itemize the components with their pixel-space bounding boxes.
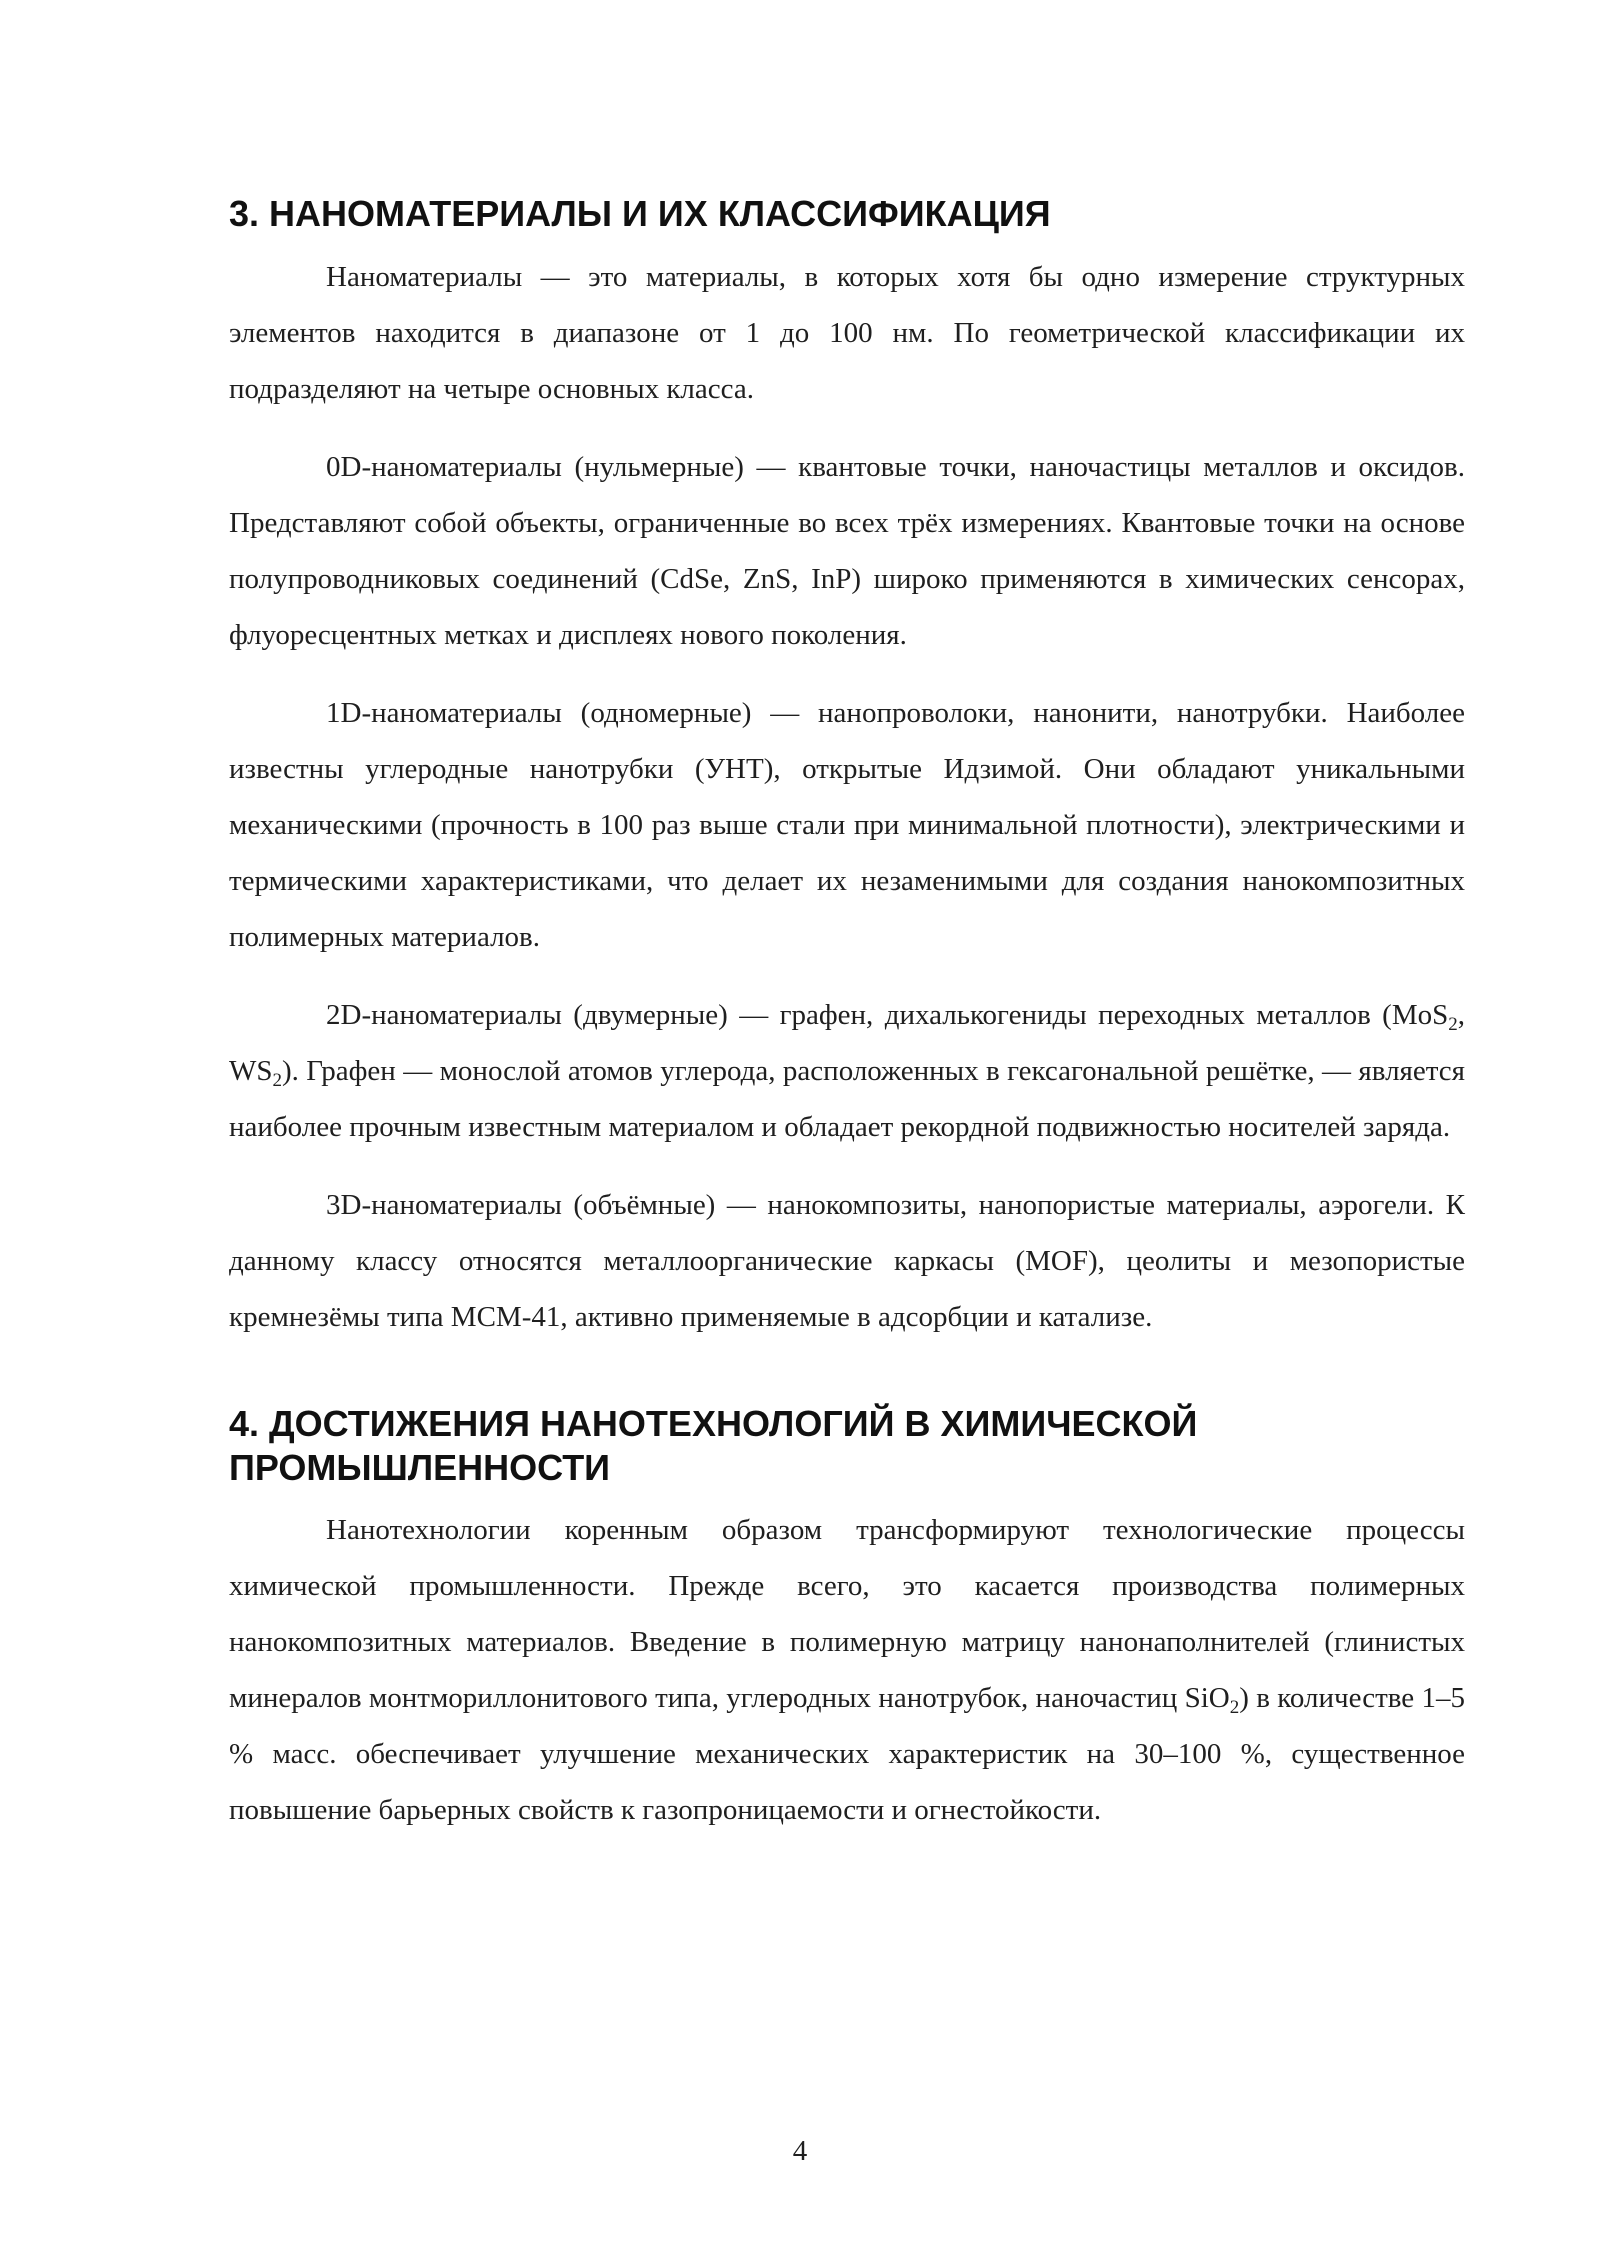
section-heading-3: 3. НАНОМАТЕРИАЛЫ И ИХ КЛАССИФИКАЦИЯ	[229, 193, 1051, 234]
paragraph-industry-text-part: ) в количестве 1–5 % масс. обеспечивает улучшение механических характеристик на 30–100 %, существенное повышение барьерных свойств к газопроницаемости и огнестойкости.	[229, 1682, 1465, 1826]
page-number: 4	[792, 2135, 808, 2167]
subscript-2: 2	[1448, 1014, 1458, 1035]
paragraph-3d-nanomaterials: 3D-наноматериалы (объёмные) — нанокомпозиты, нанопористые материалы, аэрогели. К данному классу относятся металлоорганические каркасы (MOF), цеолиты и мезопористые кремнезёмы типа MCM-41, активно применяемые в адсорбции и катализе.	[229, 1189, 1465, 1333]
paragraph-2d-text-part: ). Графен — монослой атомов углерода, расположенных в гексагональной решётке, — является наиболее прочным известным материалом и обладает рекордной подвижностью носителей заряда.	[229, 1055, 1465, 1143]
paragraph-1d-nanomaterials: 1D-наноматериалы (одномерные) — нанопроволоки, нанонити, нанотрубки. Наиболее известны углеродные нанотрубки (УНТ), открытые Идзимой. Они обладают уникальными механическими (прочность в 100 раз выше стали при минимальной плотности), электрическими и термическими характеристиками, что делает их незаменимыми для создания нанокомпозитных полимерных материалов.	[229, 697, 1465, 953]
paragraph-2d-text-part: 2D-наноматериалы (двумерные) — графен, дихалькогениды переходных металлов (MoS	[326, 999, 1449, 1031]
document-page	[229, 192, 1465, 1838]
paragraph-industry-achievements	[229, 1502, 1465, 1838]
paragraph-nanomaterials-definition: Наноматериалы — это материалы, в которых хотя бы одно измерение структурных элементов находится в диапазоне от 1 до 100 нм. По геометрической классификации их подразделяют на четыре основных класса.	[229, 261, 1465, 405]
subscript-2: 2	[1229, 1697, 1240, 1718]
subscript-2: 2	[272, 1070, 282, 1091]
paragraph-2d-text-part: , WS	[229, 999, 1465, 1087]
section-heading-4: 4. ДОСТИЖЕНИЯ НАНОТЕХНОЛОГИЙ В ХИМИЧЕСКОЙ ПРОМЫШЛЕННОСТИ	[229, 1403, 1198, 1488]
paragraph-0d-nanomaterials: 0D-наноматериалы (нульмерные) — квантовые точки, наночастицы металлов и оксидов. Представляют собой объекты, ограниченные во всех трёх измерениях. Квантовые точки на основе полупроводниковых соединений (CdSe, ZnS, InP) широко применяются в химических сенсорах, флуоресцентных метках и дисплеях нового поколения.	[229, 451, 1465, 651]
paragraph-2d-nanomaterials	[229, 987, 1465, 1155]
paragraph-industry-text-part: Нанотехнологии коренным образом трансформируют технологические процессы химической промышленности. Прежде всего, это касается производства полимерных нанокомпозитных материалов. Введение в полимерную матрицу нанонаполнителей (глинистых минералов монтмориллонитового типа, углеродных нанотрубок, наночастиц SiO	[229, 1514, 1465, 1714]
